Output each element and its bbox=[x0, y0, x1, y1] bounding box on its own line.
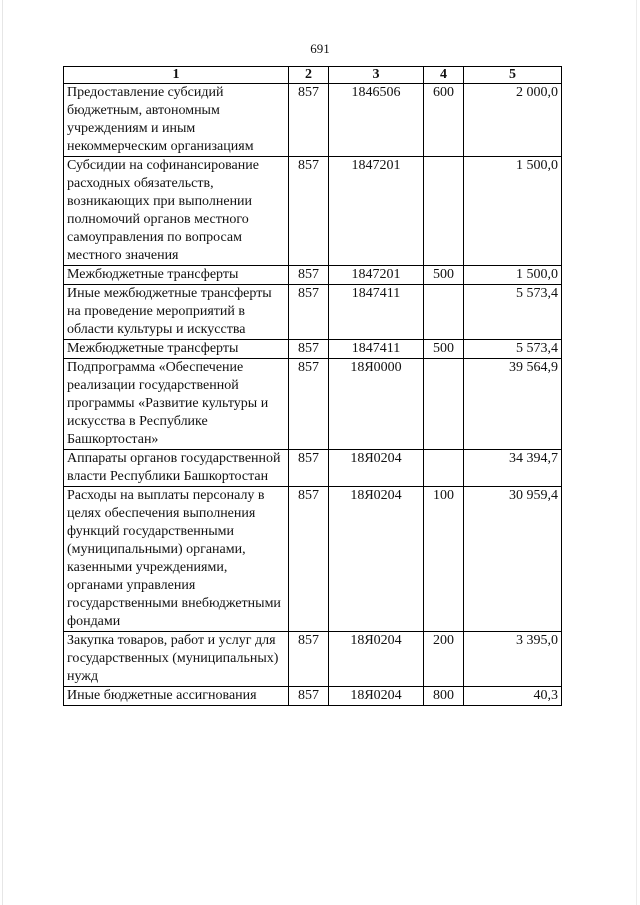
table-row bbox=[64, 84, 562, 157]
table-row bbox=[64, 359, 562, 450]
cell-target: 1847201 bbox=[329, 266, 424, 285]
cell-target: 1846506 bbox=[329, 84, 424, 157]
cell-type: 200 bbox=[424, 632, 464, 687]
cell-amount: 39 564,9 bbox=[464, 359, 562, 450]
cell-type bbox=[424, 450, 464, 487]
cell-name: Предоставление субсидий бюджетным, автономным учреждениям и иным некоммерческим организациям bbox=[64, 84, 289, 157]
page-number: 691 bbox=[310, 41, 330, 56]
cell-name: Субсидии на софинансирование расходных обязательств, возникающих при выполнении полномочий органов местного самоуправления по вопросам местного значения bbox=[64, 157, 289, 266]
cell-amount: 3 395,0 bbox=[464, 632, 562, 687]
column-header-5: 5 bbox=[464, 67, 562, 84]
cell-target: 18Я0204 bbox=[329, 632, 424, 687]
cell-target: 18Я0000 bbox=[329, 359, 424, 450]
cell-ministry: 857 bbox=[289, 285, 329, 340]
cell-amount: 40,3 bbox=[464, 687, 562, 706]
column-header-2: 2 bbox=[289, 67, 329, 84]
cell-ministry: 857 bbox=[289, 687, 329, 706]
cell-type: 800 bbox=[424, 687, 464, 706]
cell-amount: 34 394,7 bbox=[464, 450, 562, 487]
cell-name: Иные межбюджетные трансферты на проведение мероприятий в области культуры и искусства bbox=[64, 285, 289, 340]
table-row bbox=[64, 157, 562, 266]
cell-ministry: 857 bbox=[289, 157, 329, 266]
table-row bbox=[64, 450, 562, 487]
header-row bbox=[64, 67, 562, 84]
cell-target: 18Я0204 bbox=[329, 687, 424, 706]
cell-type: 500 bbox=[424, 340, 464, 359]
cell-ministry: 857 bbox=[289, 632, 329, 687]
scan-edge-left bbox=[2, 0, 3, 905]
cell-amount: 2 000,0 bbox=[464, 84, 562, 157]
table-row bbox=[64, 340, 562, 359]
table-row bbox=[64, 687, 562, 706]
table-row bbox=[64, 632, 562, 687]
table-row bbox=[64, 266, 562, 285]
cell-ministry: 857 bbox=[289, 84, 329, 157]
cell-target: 1847411 bbox=[329, 285, 424, 340]
cell-ministry: 857 bbox=[289, 359, 329, 450]
cell-ministry: 857 bbox=[289, 450, 329, 487]
cell-name: Межбюджетные трансферты bbox=[64, 266, 289, 285]
cell-name: Иные бюджетные ассигнования bbox=[64, 687, 289, 706]
cell-type bbox=[424, 157, 464, 266]
column-header-1: 1 bbox=[64, 67, 289, 84]
cell-ministry: 857 bbox=[289, 340, 329, 359]
cell-amount: 5 573,4 bbox=[464, 285, 562, 340]
cell-amount: 30 959,4 bbox=[464, 487, 562, 632]
cell-ministry: 857 bbox=[289, 266, 329, 285]
cell-name: Аппараты органов государственной власти Республики Башкортостан bbox=[64, 450, 289, 487]
cell-amount: 5 573,4 bbox=[464, 340, 562, 359]
cell-amount: 1 500,0 bbox=[464, 266, 562, 285]
cell-type: 100 bbox=[424, 487, 464, 632]
cell-type bbox=[424, 285, 464, 340]
cell-ministry: 857 bbox=[289, 487, 329, 632]
cell-target: 18Я0204 bbox=[329, 450, 424, 487]
cell-type: 600 bbox=[424, 84, 464, 157]
scan-edge-right bbox=[636, 0, 637, 905]
cell-type bbox=[424, 359, 464, 450]
cell-target: 18Я0204 bbox=[329, 487, 424, 632]
cell-name: Расходы на выплаты персоналу в целях обеспечения выполнения функций государственными (муниципальными) органами, казенными учреждениями, органами управления государственными внебюджетными фондами bbox=[64, 487, 289, 632]
column-header-3: 3 bbox=[329, 67, 424, 84]
table-header bbox=[64, 67, 562, 84]
cell-name: Подпрограмма «Обеспечение реализации государственной программы «Развитие культуры и искусства в Республике Башкортостан» bbox=[64, 359, 289, 450]
table-row bbox=[64, 285, 562, 340]
cell-name: Межбюджетные трансферты bbox=[64, 340, 289, 359]
cell-type: 500 bbox=[424, 266, 464, 285]
cell-name: Закупка товаров, работ и услуг для государственных (муниципальных) нужд bbox=[64, 632, 289, 687]
budget-table bbox=[63, 66, 562, 706]
column-header-4: 4 bbox=[424, 67, 464, 84]
table-body bbox=[64, 84, 562, 706]
cell-target: 1847411 bbox=[329, 340, 424, 359]
cell-amount: 1 500,0 bbox=[464, 157, 562, 266]
cell-target: 1847201 bbox=[329, 157, 424, 266]
table-row bbox=[64, 487, 562, 632]
